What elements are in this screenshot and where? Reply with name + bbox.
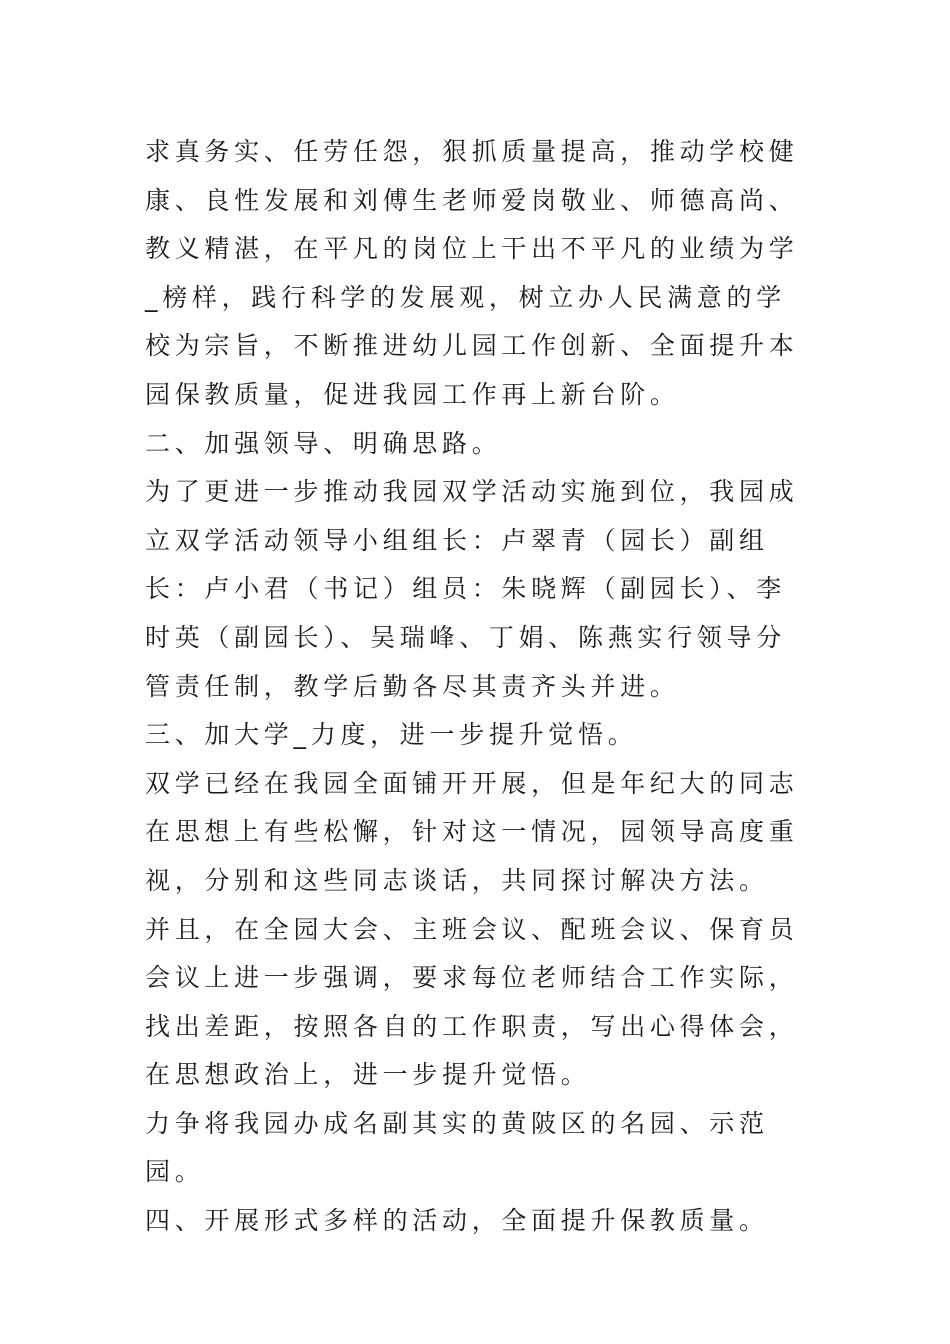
paragraph-continuation: 求真务实、任劳任怨，狠抓质量提高，推动学校健康、良性发展和刘傅生老师爱岗敬业、师德高尚、教义精湛，在平凡的岗位上干出不平凡的业绩为学_榜样，践行科学的发展观，树立办人民满意的学校为宗旨，不断推进幼儿园工作创新、全面提升本园保教质量，促进我园工作再上新台阶。 [145, 137, 799, 409]
paragraph-study-progress: 双学已经在我园全面铺开开展，但是年纪大的同志在思想上有些松懈，针对这一情况，园领导高度重视，分别和这些同志谈话，共同探讨解决方法。 [145, 768, 799, 895]
paragraph-meetings: 并且，在全园大会、主班会议、配班会议、保育员会议上进一步强调，要求每位老师结合工作实际，找出差距，按照各自的工作职责，写出心得体会，在思想政治上，进一步提升觉悟。 [145, 914, 799, 1090]
section-heading-3: 三、加大学_力度，进一步提升觉悟。 [145, 720, 638, 750]
section-heading-2: 二、加强领导、明确思路。 [145, 428, 502, 458]
section-heading-4: 四、开展形式多样的活动，全面提升保教质量。 [145, 1206, 769, 1236]
paragraph-leadership-group: 为了更进一步推动我园双学活动实施到位，我园成立双学活动领导小组组长：卢翠青（园长）副组长：卢小君（书记）组员：朱晓辉（副园长）、李时英（副园长）、吴瑞峰、丁娟、陈燕实行领导分管责任制，教学后勤各尽其责齐头并进。 [145, 477, 799, 701]
paragraph-goal: 力争将我园办成名副其实的黄陂区的名园、示范园。 [145, 1108, 769, 1187]
document-body [145, 128, 810, 1246]
